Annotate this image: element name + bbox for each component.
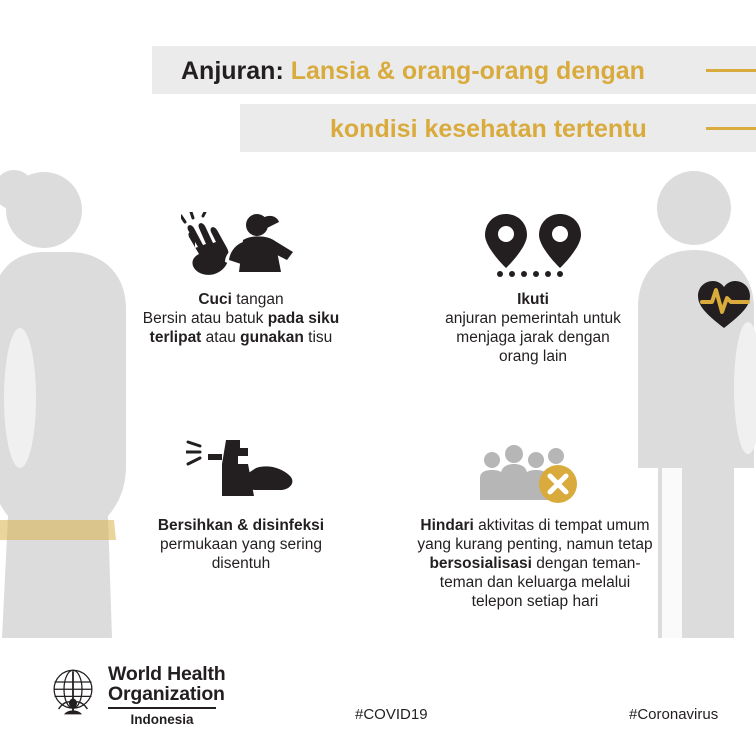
header-rule-top xyxy=(706,69,756,72)
advice-card-text: Hindari aktivitas di tempat umum yang kurang penting, namun tetap bersosialisasi dengan teman- teman dan keluarga melalui telepon setiap hari xyxy=(417,517,653,610)
advice-card-text: Cuci tangan Bersin atau batuk pada siku terlipat atau gunakan tisu xyxy=(142,291,340,346)
page-title-gold-1: Lansia & orang-orang dengan xyxy=(290,57,645,85)
card-icon-wrap xyxy=(392,432,678,504)
spray-bottle-cleaning-icon xyxy=(186,434,296,504)
who-wordmark xyxy=(108,664,226,727)
advice-card-text: Ikuti anjuran pemerintah untuk menjaga jarak dengan orang lain xyxy=(445,291,621,365)
advice-card-avoid-crowds xyxy=(392,432,678,611)
card-icon-wrap xyxy=(108,206,374,278)
page-title-line-1 xyxy=(181,57,645,86)
who-logo xyxy=(46,664,226,727)
card-icon-wrap xyxy=(108,432,374,504)
crowd-no-entry-icon xyxy=(476,438,594,504)
who-name-line-1: World Health xyxy=(108,663,226,685)
advice-card-text: Bersihkan & disinfeksi permukaan yang sering disentuh xyxy=(157,517,325,572)
hand-washing-cough-elbow-icon xyxy=(181,212,301,278)
card-icon-wrap xyxy=(400,206,666,278)
social-distance-pins-icon xyxy=(478,212,588,278)
who-country-label: Indonesia xyxy=(130,712,194,727)
hashtag-coronavirus: #Coronavirus xyxy=(629,706,719,723)
advice-card-distance xyxy=(400,206,666,366)
advice-card-disinfect xyxy=(108,432,374,573)
page-title-gold-2: kondisi kesehatan tertentu xyxy=(330,115,647,143)
who-emblem-icon xyxy=(46,664,100,718)
hashtag-covid19: #COVID19 xyxy=(355,706,428,723)
heart-pulse-icon xyxy=(696,278,752,334)
who-name-line-2: Organization xyxy=(108,683,225,705)
page-title-line-2 xyxy=(330,115,647,144)
who-divider xyxy=(108,707,216,709)
header-rule-bottom xyxy=(706,127,756,130)
advice-card-wash-hands xyxy=(108,206,374,347)
page-title-prefix: Anjuran: xyxy=(181,57,284,85)
